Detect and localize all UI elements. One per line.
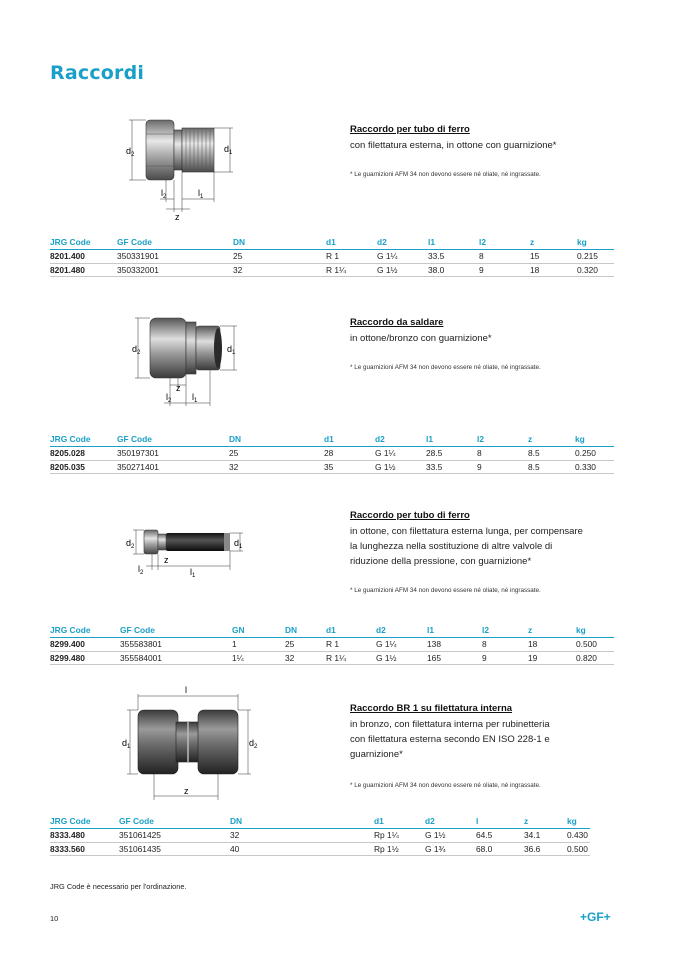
col-header: kg: [575, 433, 614, 447]
table-header-row: [50, 433, 614, 447]
cell: 8: [477, 447, 528, 461]
table-header-row: [50, 624, 614, 638]
cell: G 1½: [377, 263, 428, 277]
cell: 18: [530, 263, 577, 277]
cell: R 1: [326, 638, 376, 652]
jrg-code: 8333.480: [50, 829, 119, 843]
jrg-code: 8205.035: [50, 460, 117, 474]
jrg-code: 8205.028: [50, 447, 117, 461]
gf-logo: +GF+: [580, 910, 611, 924]
cell: G 1¼: [376, 638, 427, 652]
cell: 0.215: [577, 250, 614, 264]
dim-label: $l_2$: [166, 392, 172, 404]
cell: R 1¼: [326, 263, 377, 277]
dim-label: $l_1$: [198, 188, 204, 200]
table-header-row: [50, 236, 614, 250]
cell: 165: [427, 651, 482, 665]
col-header: d1: [324, 433, 375, 447]
cell: 9: [477, 460, 528, 474]
col-header: GF Code: [117, 236, 233, 250]
col-header: JRG Code: [50, 433, 117, 447]
cell: R 1: [326, 250, 377, 264]
jrg-code: 8333.560: [50, 842, 119, 856]
col-header: l2: [482, 624, 528, 638]
col-header: DN: [230, 815, 374, 829]
cell: R 1¼: [326, 651, 376, 665]
fitting-drawing-2: [126, 308, 251, 413]
gf-code: 350197301: [117, 447, 229, 461]
cell: G 1¼: [377, 250, 428, 264]
fitting-drawing-3: [122, 520, 252, 580]
product-desc-3-line-1: in ottone, con filettatura esterna lunga, per compensare: [350, 526, 583, 537]
col-header: d2: [377, 236, 428, 250]
cell: 1: [232, 638, 285, 652]
col-header: GF Code: [120, 624, 232, 638]
product-note-1: * Le guarnizioni AFM 34 non devono essere né oliate, né ingrassate.: [350, 171, 541, 178]
cell: 32: [230, 829, 374, 843]
cell: 0.330: [575, 460, 614, 474]
table-row: [50, 447, 614, 461]
cell: 0.820: [576, 651, 614, 665]
cell: 0.500: [567, 842, 590, 856]
page-number: 10: [50, 914, 59, 923]
col-header: d1: [326, 236, 377, 250]
col-header: d2: [375, 433, 426, 447]
cell: 33.5: [428, 250, 479, 264]
dim-label: $d_1$: [122, 738, 131, 750]
dim-label: $l_1$: [192, 392, 198, 404]
dim-label: $d_1$: [234, 538, 243, 550]
dim-label: z: [184, 786, 189, 796]
cell: 25: [229, 447, 324, 461]
product-desc-4-line-1: in bronzo, con filettatura interna per rubinetteria: [350, 719, 550, 730]
cell: 32: [233, 263, 326, 277]
gf-code: 355583801: [120, 638, 232, 652]
product-note-2: * Le guarnizioni AFM 34 non devono essere né oliate, né ingrassate.: [350, 364, 541, 371]
product-desc-4-line-3: guarnizione*: [350, 749, 403, 760]
table-row: [50, 638, 614, 652]
cell: 25: [233, 250, 326, 264]
dim-label: $d_2$: [249, 738, 258, 750]
gf-code: 350331901: [117, 250, 233, 264]
col-header: GN: [232, 624, 285, 638]
spec-table-3: [50, 624, 614, 665]
jrg-code: 8299.480: [50, 651, 120, 665]
dim-label: z: [175, 212, 180, 222]
cell: 28.5: [426, 447, 477, 461]
cell: 25: [285, 638, 326, 652]
col-header: z: [528, 624, 576, 638]
cell: 8.5: [528, 460, 575, 474]
dim-label: l: [185, 685, 187, 695]
col-header: GF Code: [119, 815, 230, 829]
dim-label: $d_2$: [126, 538, 135, 550]
col-header: z: [528, 433, 575, 447]
table-row: [50, 651, 614, 665]
col-header: JRG Code: [50, 624, 120, 638]
cell: 8: [482, 638, 528, 652]
cell: 32: [285, 651, 326, 665]
col-header: DN: [233, 236, 326, 250]
fitting-drawing-4: [118, 684, 268, 802]
col-header: GF Code: [117, 433, 229, 447]
dim-label: z: [176, 383, 181, 393]
col-header: JRG Code: [50, 815, 119, 829]
cell: 40: [230, 842, 374, 856]
table-row: [50, 263, 614, 277]
gf-code: 350332001: [117, 263, 233, 277]
cell: 0.250: [575, 447, 614, 461]
cell: 9: [482, 651, 528, 665]
table-row: [50, 829, 590, 843]
cell: 1¼: [232, 651, 285, 665]
dim-label: $d_2$: [126, 146, 135, 158]
gf-code: 351061435: [119, 842, 230, 856]
jrg-code: 8201.400: [50, 250, 117, 264]
product-title-3: Raccordo per tubo di ferro: [350, 510, 470, 521]
col-header: l1: [428, 236, 479, 250]
cell: 0.500: [576, 638, 614, 652]
cell: Rp 1¼: [374, 829, 425, 843]
cell: G 1½: [375, 460, 426, 474]
cell: 64.5: [476, 829, 524, 843]
product-title-2: Raccordo da saldare: [350, 317, 444, 328]
dim-label: $d_2$: [132, 344, 141, 356]
col-header: d2: [376, 624, 427, 638]
cell: G 1½: [376, 651, 427, 665]
cell: G 1¼: [375, 447, 426, 461]
product-desc-3-line-2: la lunghezza nella sostituzione di altre valvole di: [350, 541, 553, 552]
dim-label: $l_2$: [138, 564, 144, 576]
product-desc-1-line-1: con filettatura esterna, in ottone con guarnizione*: [350, 140, 557, 151]
col-header: d1: [326, 624, 376, 638]
col-header: l: [476, 815, 524, 829]
dim-label: $d_1$: [227, 344, 236, 356]
cell: 33.5: [426, 460, 477, 474]
jrg-code: 8201.480: [50, 263, 117, 277]
cell: 32: [229, 460, 324, 474]
col-header: kg: [577, 236, 614, 250]
table-header-row: [50, 815, 590, 829]
dim-label: $l_2$: [161, 188, 167, 200]
table-row: [50, 842, 590, 856]
dim-label: z: [164, 555, 169, 565]
col-header: z: [530, 236, 577, 250]
product-title-1: Raccordo per tubo di ferro: [350, 124, 470, 135]
product-desc-3-line-3: riduzione della pressione, con guarnizione*: [350, 556, 532, 567]
product-desc-4-line-2: con filettatura esterna secondo EN ISO 228-1 e: [350, 734, 550, 745]
product-note-4: * Le guarnizioni AFM 34 non devono essere né oliate, né ingrassate.: [350, 782, 541, 789]
table-row: [50, 460, 614, 474]
gf-code: 351061425: [119, 829, 230, 843]
cell: 138: [427, 638, 482, 652]
cell: 38.0: [428, 263, 479, 277]
cell: 9: [479, 263, 530, 277]
cell: 68.0: [476, 842, 524, 856]
col-header: l2: [479, 236, 530, 250]
cell: 8.5: [528, 447, 575, 461]
gf-code: 355584001: [120, 651, 232, 665]
col-header: kg: [576, 624, 614, 638]
cell: 36.6: [524, 842, 567, 856]
cell: 34.1: [524, 829, 567, 843]
cell: 18: [528, 638, 576, 652]
spec-table-1: [50, 236, 614, 277]
col-header: d2: [425, 815, 476, 829]
product-note-3: * Le guarnizioni AFM 34 non devono essere né oliate, né ingrassate.: [350, 587, 541, 594]
col-header: d1: [374, 815, 425, 829]
cell: G 1½: [425, 829, 476, 843]
spec-table-4: [50, 815, 590, 856]
col-header: z: [524, 815, 567, 829]
table-row: [50, 250, 614, 264]
cell: Rp 1½: [374, 842, 425, 856]
cell: 8: [479, 250, 530, 264]
col-header: l1: [427, 624, 482, 638]
page-title: Raccordi: [50, 62, 145, 84]
dim-label: $d_1$: [224, 144, 233, 156]
cell: 28: [324, 447, 375, 461]
cell: 35: [324, 460, 375, 474]
cell: 0.430: [567, 829, 590, 843]
dim-label: $l_1$: [190, 567, 196, 579]
order-footnote: JRG Code è necessario per l'ordinazione.: [50, 882, 187, 891]
jrg-code: 8299.400: [50, 638, 120, 652]
spec-table-2: [50, 433, 614, 474]
cell: 0.320: [577, 263, 614, 277]
cell: 19: [528, 651, 576, 665]
col-header: DN: [229, 433, 324, 447]
col-header: JRG Code: [50, 236, 117, 250]
product-title-4: Raccordo BR 1 su filettatura interna: [350, 703, 513, 714]
col-header: l1: [426, 433, 477, 447]
cell: G 1¾: [425, 842, 476, 856]
col-header: l2: [477, 433, 528, 447]
cell: 15: [530, 250, 577, 264]
product-desc-2-line-1: in ottone/bronzo con guarnizione*: [350, 333, 492, 344]
fitting-drawing-1: [120, 112, 250, 222]
col-header: kg: [567, 815, 590, 829]
col-header: DN: [285, 624, 326, 638]
gf-code: 350271401: [117, 460, 229, 474]
